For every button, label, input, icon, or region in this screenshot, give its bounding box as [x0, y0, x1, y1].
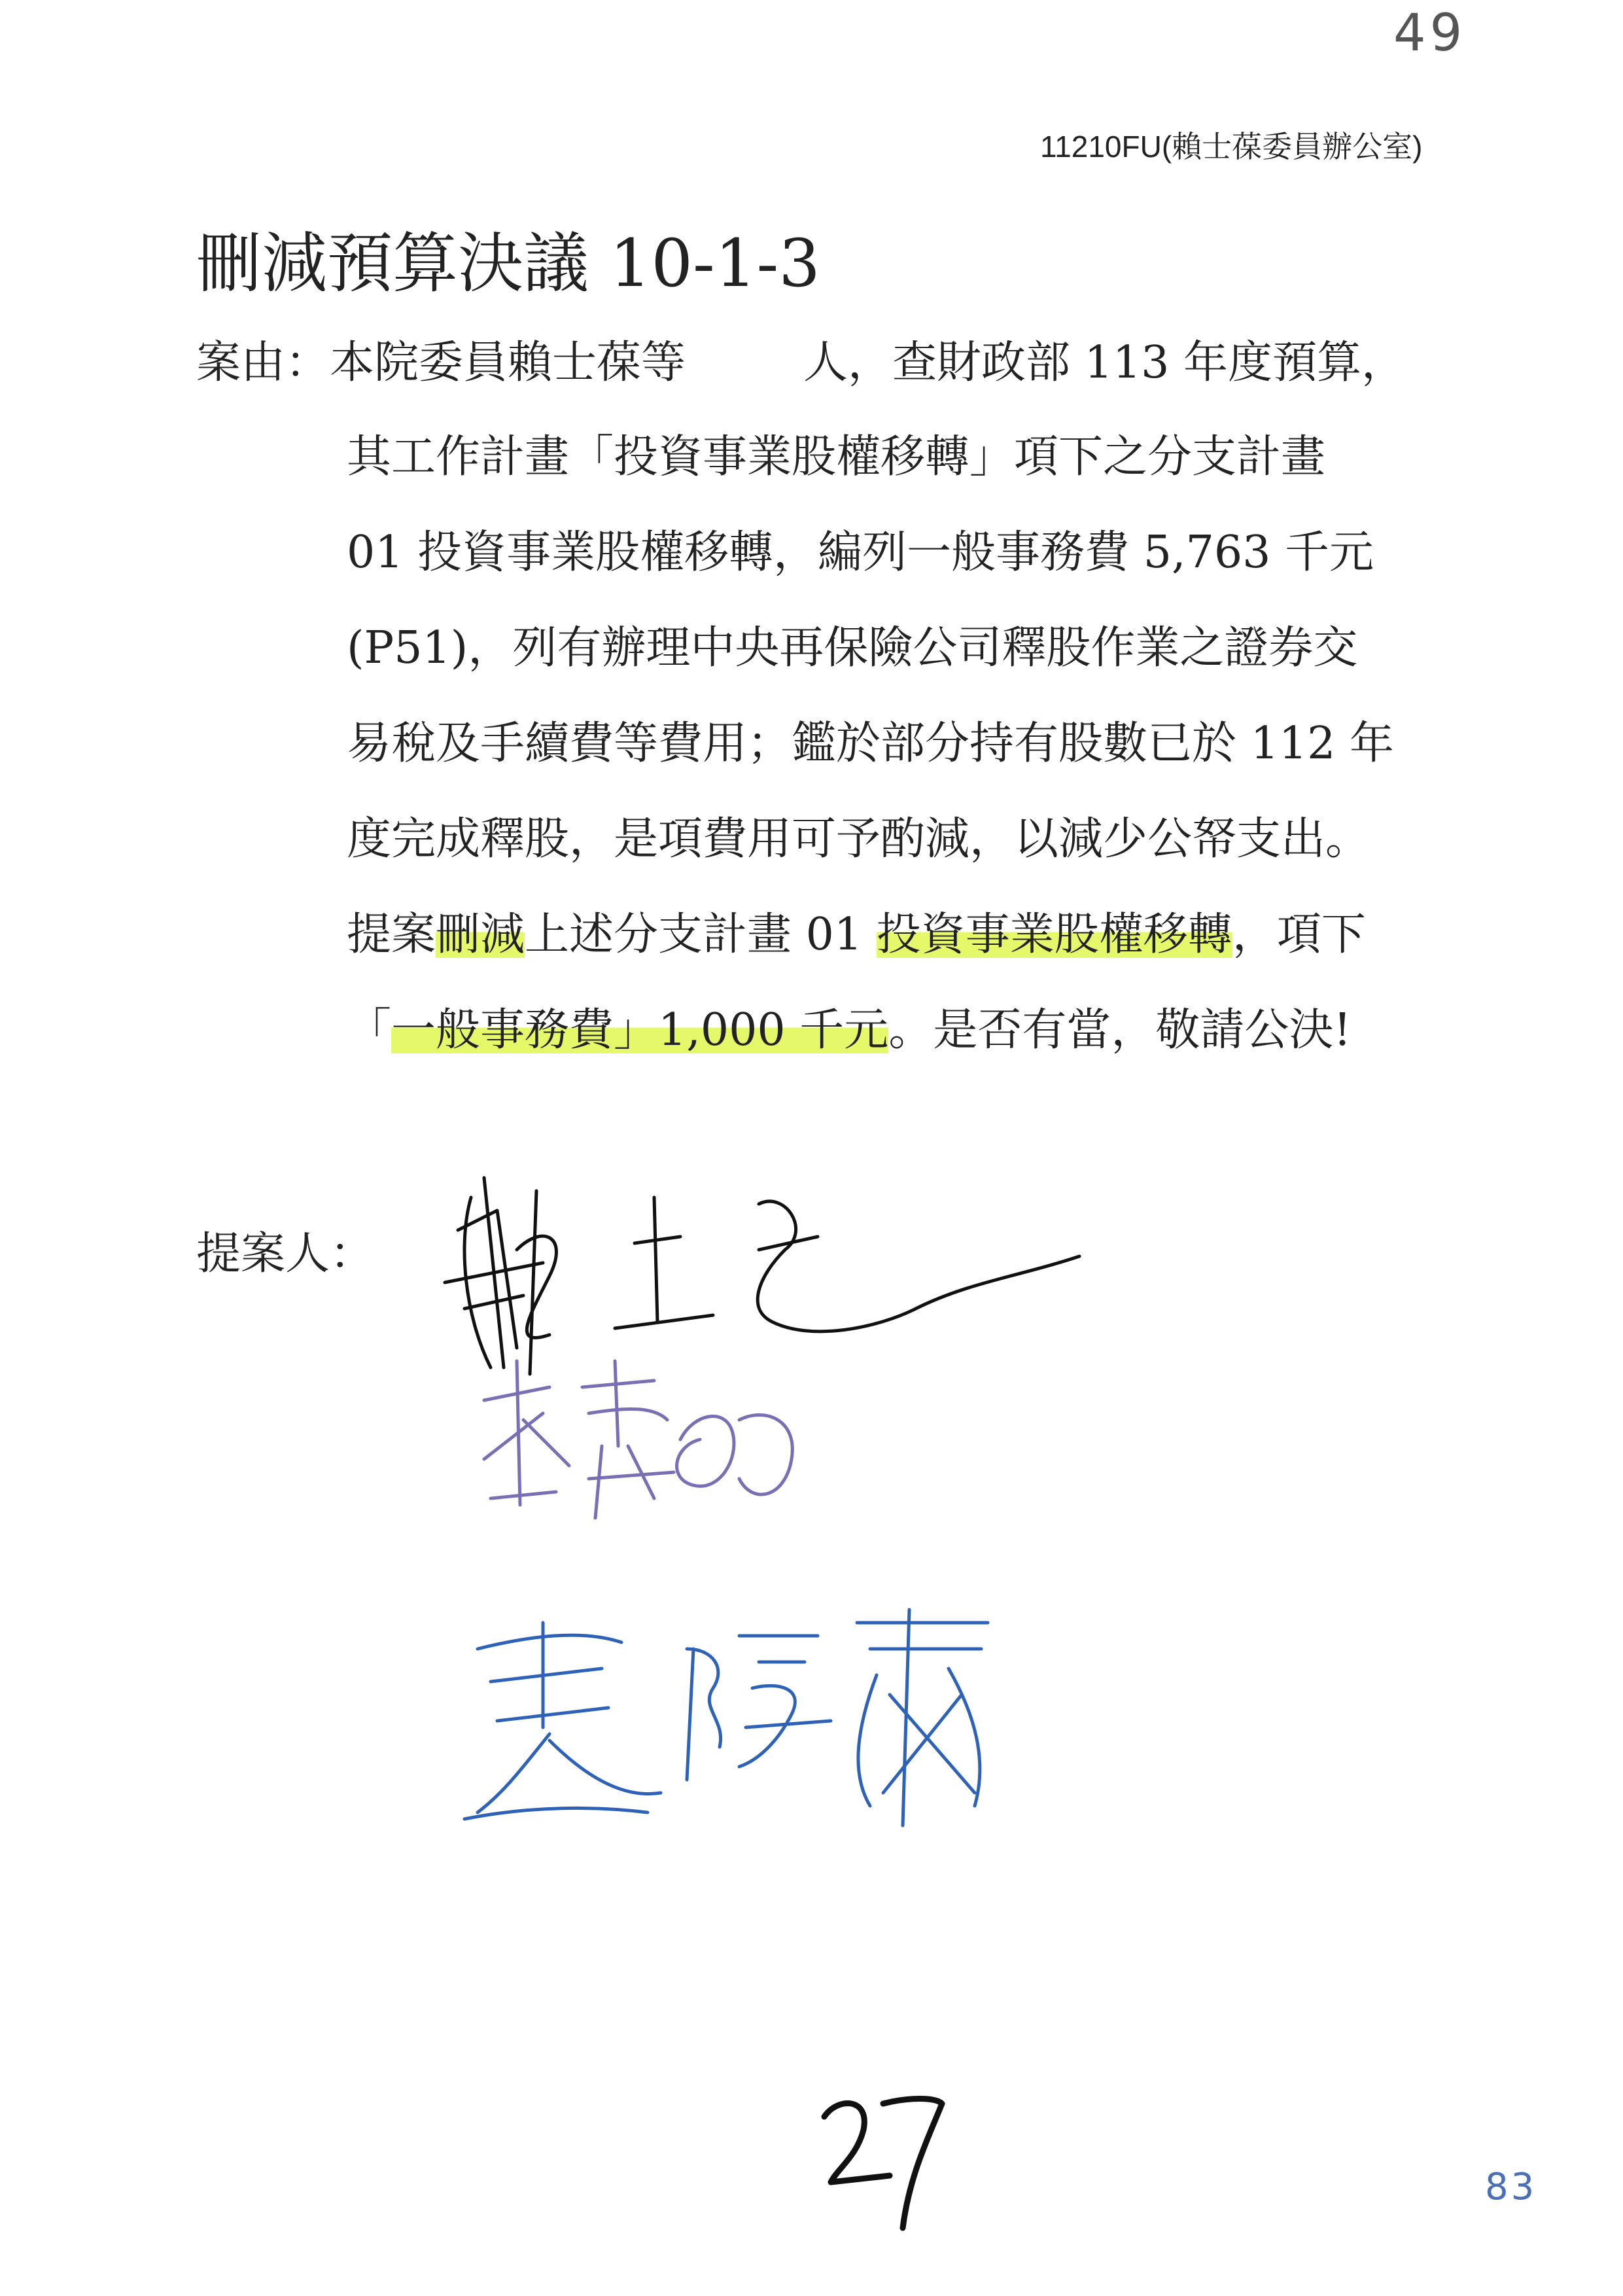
proposal-text-b: 上述分支計畫 01 [525, 909, 877, 961]
reason-line-3: (P51)，列有辦理中央再保險公司釋股作業之證券交 [347, 622, 1358, 674]
document-title: 刪減預算決議 10-1-3 [196, 225, 820, 302]
handwritten-page-number: 49 [1393, 4, 1467, 63]
reason-line-1: 其工作計畫「投資事業股權移轉」項下之分支計畫 [347, 431, 1326, 483]
proposal-highlight-1: 刪減 [436, 909, 525, 961]
proposal-line-1 [347, 899, 1366, 963]
footer-small-number: 83 [1485, 2166, 1537, 2208]
footer-handwritten-number [811, 2077, 955, 2234]
proposal2-highlight: 一般事務費」1,000 千元 [391, 1004, 889, 1056]
reason-first-line [196, 327, 1406, 391]
signature-2 [458, 1348, 824, 1544]
reason-line-4: 易稅及手續費等費用；鑑於部分持有股數已於 112 年 [347, 718, 1395, 769]
proposal-text-c: ，項下 [1232, 909, 1366, 961]
proposal2-text-b: 。是否有當，敬請公決! [888, 1004, 1352, 1056]
proposal-highlight-2: 投資事業股權移轉 [876, 909, 1232, 961]
proposal-line-2 [347, 995, 1352, 1058]
reason-label: 案由： [196, 337, 330, 389]
reason-line-2: 01 投資事業股權移轉，編列一般事務費 5,763 千元 [347, 527, 1374, 578]
proposer-label: 提案人： [196, 1228, 375, 1280]
reason-first-line-b: 人，查財政部 113 年度預算， [803, 337, 1406, 389]
proposal2-text-a: 「 [347, 1004, 392, 1056]
office-code: 11210FU(賴士葆委員辦公室) [1040, 130, 1423, 164]
reason-line-5: 度完成釋股，是項費用可予酌減，以減少公帑支出。 [347, 813, 1370, 865]
reason-first-line-a: 本院委員賴士葆等 [330, 337, 686, 389]
signature-3 [451, 1597, 1027, 1845]
proposal-text-a: 提案 [347, 909, 436, 961]
